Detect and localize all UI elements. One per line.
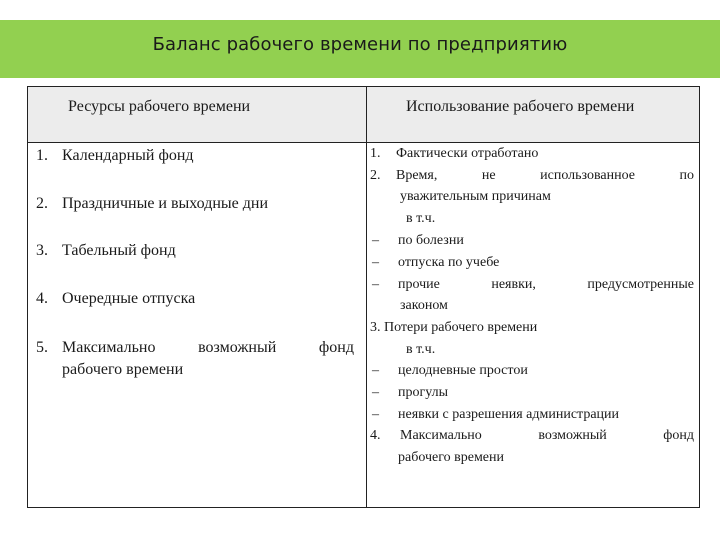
usage-line [370,427,694,445]
item-number: 5. [36,339,48,356]
usage-line: рабочего времени [398,450,505,465]
usage-line: отпуска по учебе [398,255,500,270]
item-number: 1. [36,147,48,164]
item-text: Календарный фонд [62,147,194,164]
usage-line: 3. Потери рабочего времени [370,320,538,335]
header-cell-resources [28,87,367,143]
item-text-line1: Максимально возможный фонд [62,339,354,356]
list-item [36,242,176,260]
dash-bullet: – [372,233,379,248]
usage-line: целодневные простои [398,363,528,378]
usage-line [370,167,694,185]
dash-bullet: – [372,407,379,422]
usage-number: 2. [370,168,381,183]
item-number: 3. [36,242,48,259]
usage-line: в т.ч. [406,342,436,357]
dash-bullet: – [372,363,379,378]
item-number: 2. [36,195,48,212]
column-divider [366,143,367,507]
item-text: Праздничные и выходные дни [62,195,269,212]
item-text: Табельный фонд [62,242,176,259]
usage-text: Время, не использованное по [396,168,694,183]
usage-text: Фактически отработано [396,146,539,161]
list-item [36,147,194,165]
usage-line: прогулы [398,385,449,400]
usage-line: неявки с разрешения администрации [398,407,620,422]
usage-line: по болезни [398,233,464,248]
dash-bullet: – [372,255,379,270]
usage-number: 4. [370,428,381,443]
header-usage-label: Использование рабочего времени [406,98,635,115]
list-item [36,195,268,213]
usage-line: законом [400,298,448,313]
list-item [36,290,195,308]
usage-line: уважительным причинам [400,189,551,204]
usage-text: Максимально возможный фонд [400,428,694,443]
page-title: Баланс рабочего времени по предприятию [152,34,568,55]
item-number: 4. [36,290,48,307]
list-item [36,337,354,381]
item-text-line2: рабочего времени [62,361,184,378]
dash-bullet: – [372,385,379,400]
usage-line [370,145,538,163]
dash-bullet: – [372,277,379,292]
header-cell-usage [367,87,699,143]
usage-number: 1. [370,146,381,161]
balance-table [27,86,700,508]
usage-line: прочие неявки, предусмотренные [398,277,694,292]
header-resources-label: Ресурсы рабочего времени [68,98,251,115]
item-text: Очередные отпуска [62,290,196,307]
usage-line: в т.ч. [406,211,436,226]
